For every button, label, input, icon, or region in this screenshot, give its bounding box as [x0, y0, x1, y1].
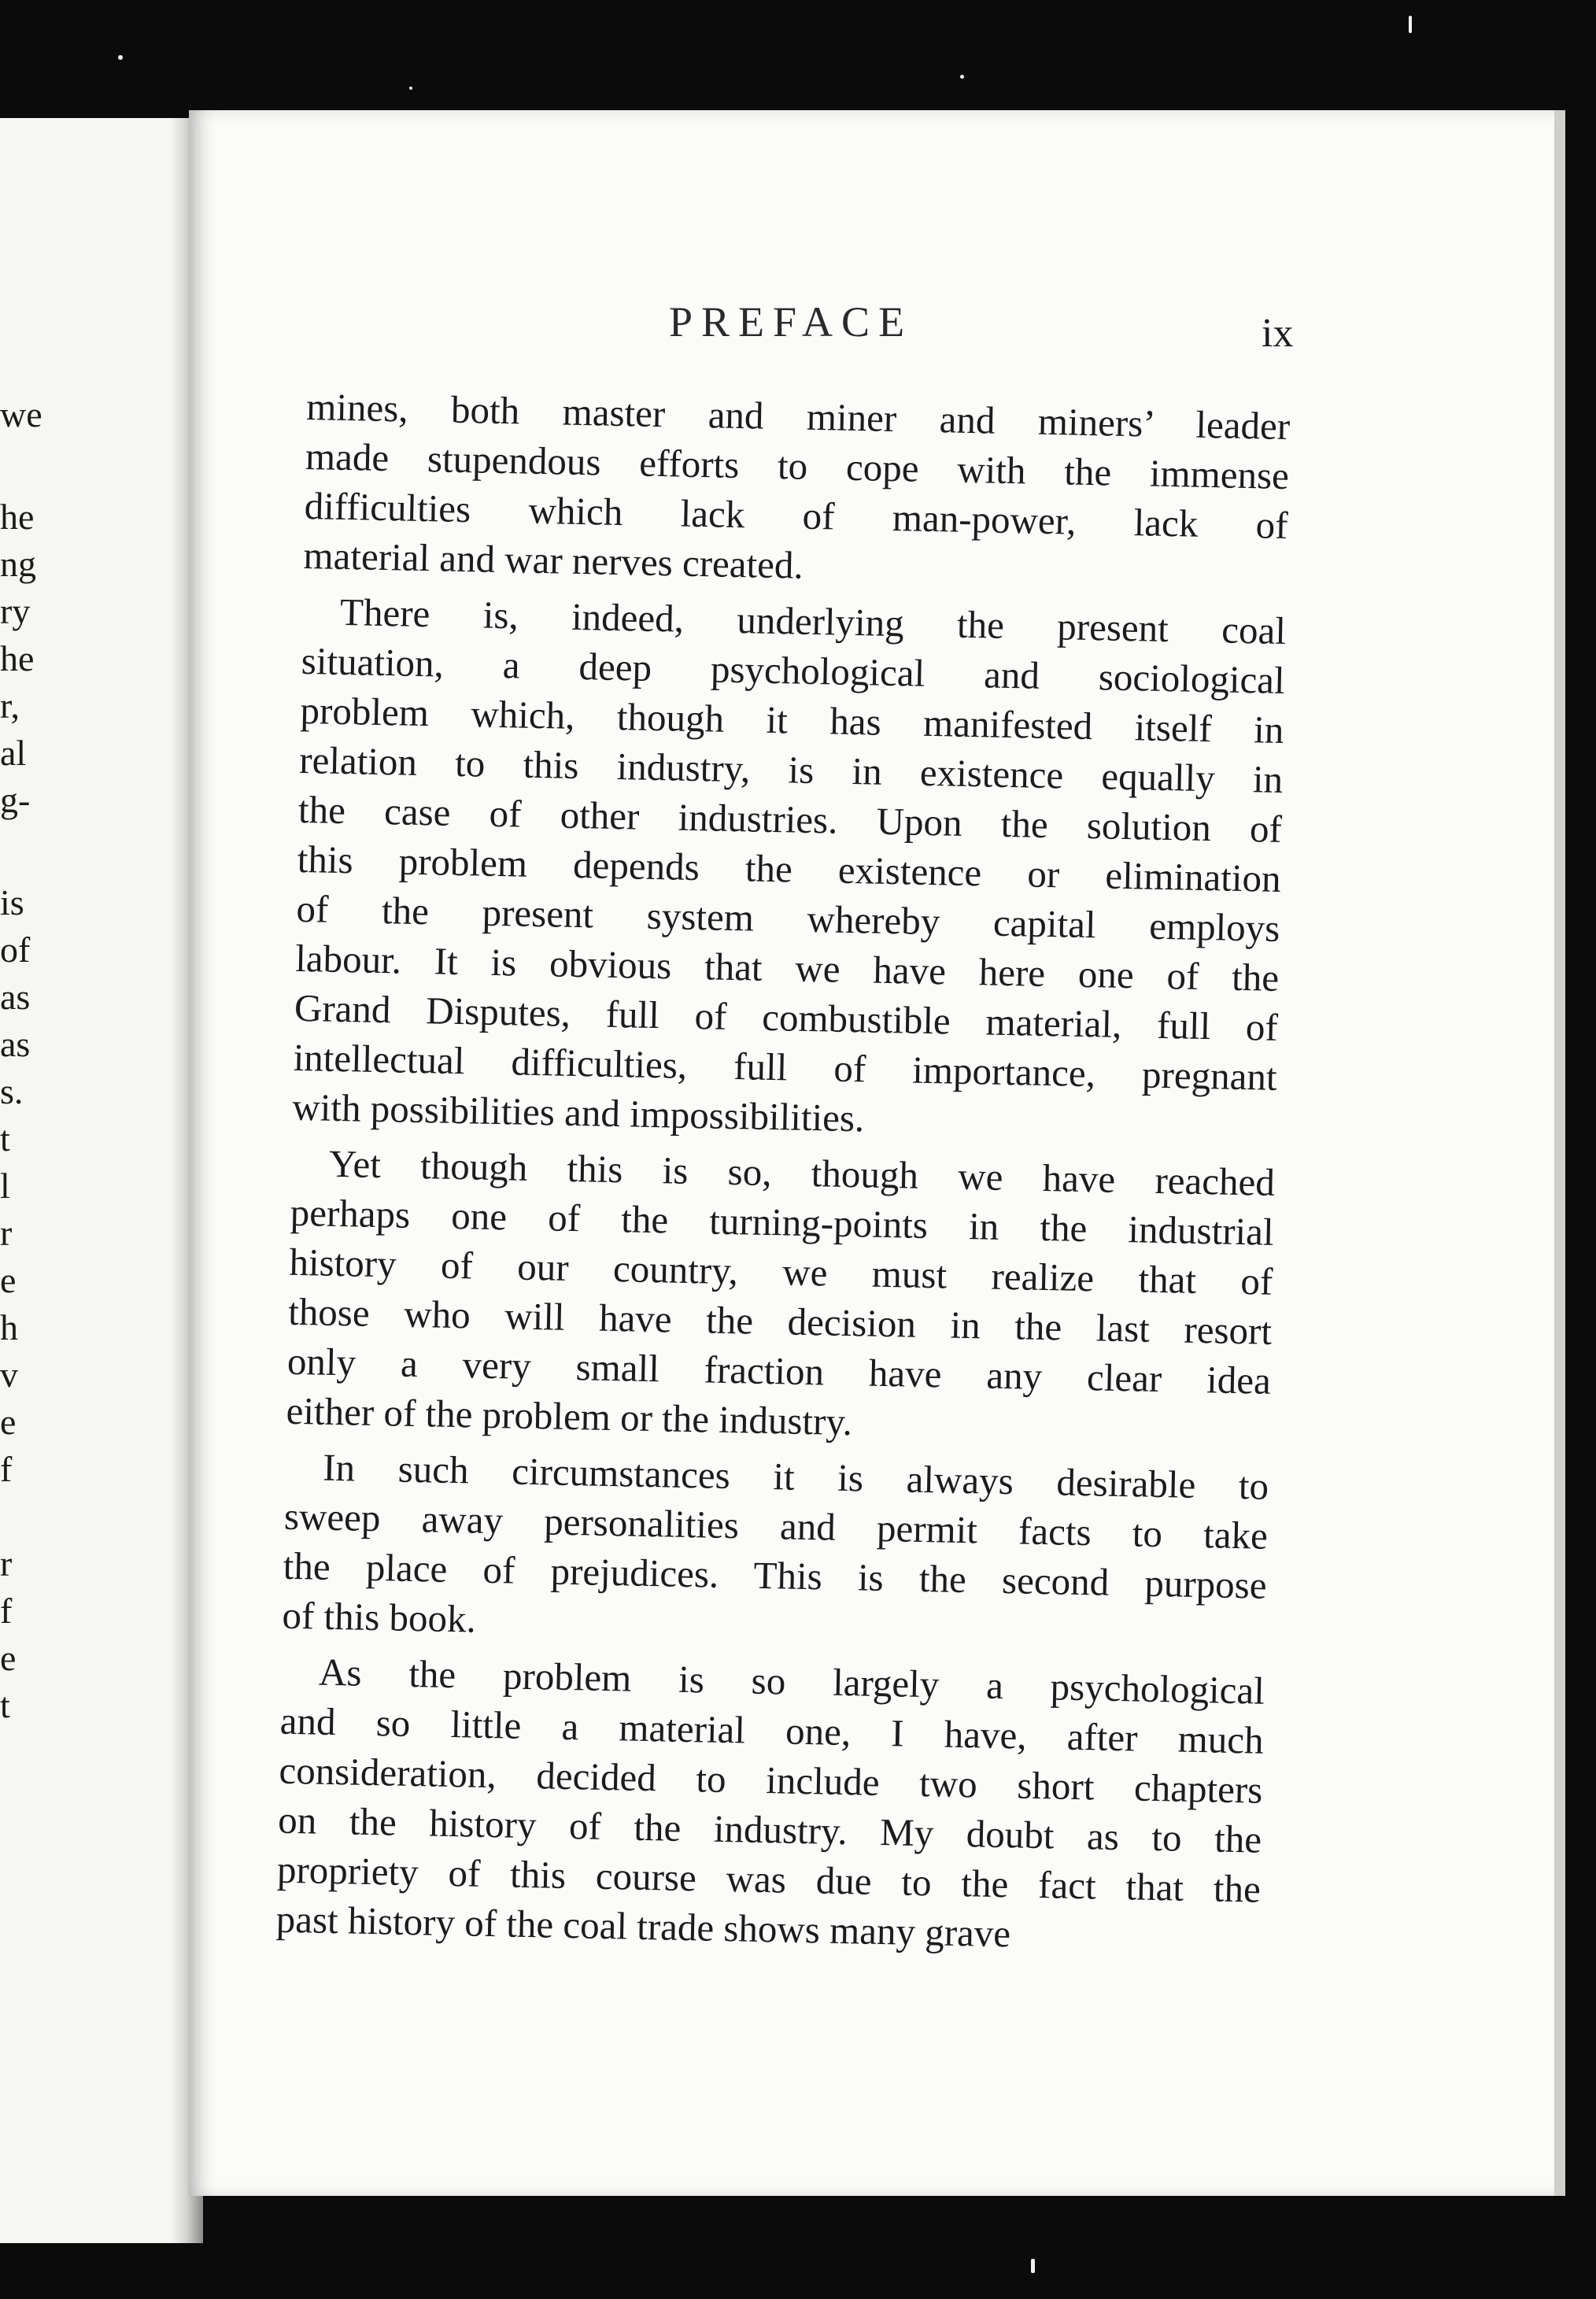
text-line: There is, indeed, underlying the present coal [339, 590, 1287, 653]
text-line: situation, a deep psychological and sociological [301, 638, 1286, 703]
text-line: with possibilities and impossibilities. [291, 1085, 865, 1140]
text-line: consideration, decided to include two short chapters [279, 1748, 1263, 1812]
left-page-fragment: al [0, 733, 27, 773]
text-line: on the history of the industry. My doubt as to the [277, 1798, 1262, 1861]
text-line: past history of the coal trade shows many grave [275, 1897, 1011, 1956]
left-page-fragment: v [0, 1355, 18, 1395]
text-line: material and war nerves created. [303, 533, 804, 587]
page-header [0, 275, 1596, 356]
text-line: intellectual difficulties, full of importance, pregnant [293, 1035, 1278, 1099]
page-number: ix [1262, 311, 1294, 356]
text-line: propriety of this course was due to the fact that the [276, 1847, 1262, 1911]
left-page-fragment: he [0, 638, 35, 678]
left-page-fragment: r, [0, 686, 20, 726]
text-line: only a very small fraction have any clear idea [286, 1339, 1272, 1403]
left-page-fragment: is [0, 882, 24, 922]
text-line: those who will have the decision in the last resort [287, 1289, 1273, 1353]
right-page-edge [1554, 110, 1565, 2196]
text-line: sweep away personalities and permit facts to take [283, 1494, 1269, 1558]
text-line: this problem depends the existence or elimination [297, 837, 1282, 900]
left-page-fragment: s. [0, 1071, 24, 1111]
left-page-fragment: as [0, 1024, 31, 1064]
left-facing-page [0, 118, 197, 2243]
text-line: relation to this industry, is in existence equally in [298, 737, 1284, 801]
left-page-fragment: e [0, 1402, 17, 1442]
text-line: problem which, though it has manifested itself in [300, 688, 1284, 752]
paragraph [286, 1138, 1275, 1455]
left-page-fragment: f [0, 1591, 13, 1631]
left-page-fragment: g- [0, 780, 31, 820]
text-line: either of the problem or the industry. [286, 1388, 853, 1444]
text-line: Grand Disputes, full of combustible material, full of [294, 985, 1279, 1049]
left-page-fragment: ng [0, 544, 36, 584]
scan-speck [118, 55, 123, 60]
left-page-fragment: h [0, 1307, 18, 1347]
text-line: the place of prejudices. This is the second purpose [283, 1543, 1268, 1607]
text-line: of this book. [281, 1593, 477, 1641]
text-line: labour. It is obvious that we have here one of the [294, 936, 1280, 1000]
scan-speck [1031, 2259, 1035, 2273]
scan-speck [960, 75, 964, 79]
scan-speck [1409, 16, 1412, 33]
text-line: Yet though this is so, though we have reached [328, 1141, 1276, 1204]
left-page-fragment: of [0, 930, 31, 970]
left-page-fragment: f [0, 1449, 13, 1489]
paragraph [292, 586, 1287, 1151]
text-line: perhaps one of the turning-points in the industrial [290, 1190, 1275, 1254]
text-line: made stupendous efforts to cope with the immense [305, 434, 1290, 498]
left-page-fragment: as [0, 977, 31, 1017]
paragraph [303, 382, 1291, 600]
text-line: and so little a material one, I have, after much [279, 1698, 1265, 1762]
left-page-fragment: r [0, 1213, 13, 1253]
text-line: history of our country, we must realize that of [288, 1240, 1273, 1303]
left-page-fragment: r [0, 1543, 13, 1584]
paragraph [282, 1442, 1269, 1660]
paragraph [275, 1647, 1265, 1964]
text-line: the case of other industries. Upon the solution of [297, 787, 1283, 851]
text-line: of the present system whereby capital employs [296, 886, 1280, 950]
left-page-fragment: we [0, 394, 42, 434]
left-page-fragment: e [0, 1638, 17, 1678]
left-page-fragment: t [0, 1118, 10, 1159]
text-line: difficulties which lack of man-power, lack of [304, 483, 1289, 548]
scan-speck [409, 87, 412, 90]
text-line: mines, both master and miner and miners’ leader [305, 384, 1291, 449]
body-text [275, 382, 1291, 1970]
running-head: PREFACE [669, 298, 914, 346]
text-line: In such circumstances it is always desirable to [322, 1445, 1269, 1508]
left-page-fragment: e [0, 1260, 17, 1300]
text-line: As the problem is so largely a psychological [318, 1650, 1265, 1713]
left-page-fragment: he [0, 497, 35, 537]
left-page-fragment: l [0, 1166, 10, 1206]
left-page-fragment: t [0, 1685, 10, 1725]
left-page-fragment: ry [0, 591, 31, 631]
